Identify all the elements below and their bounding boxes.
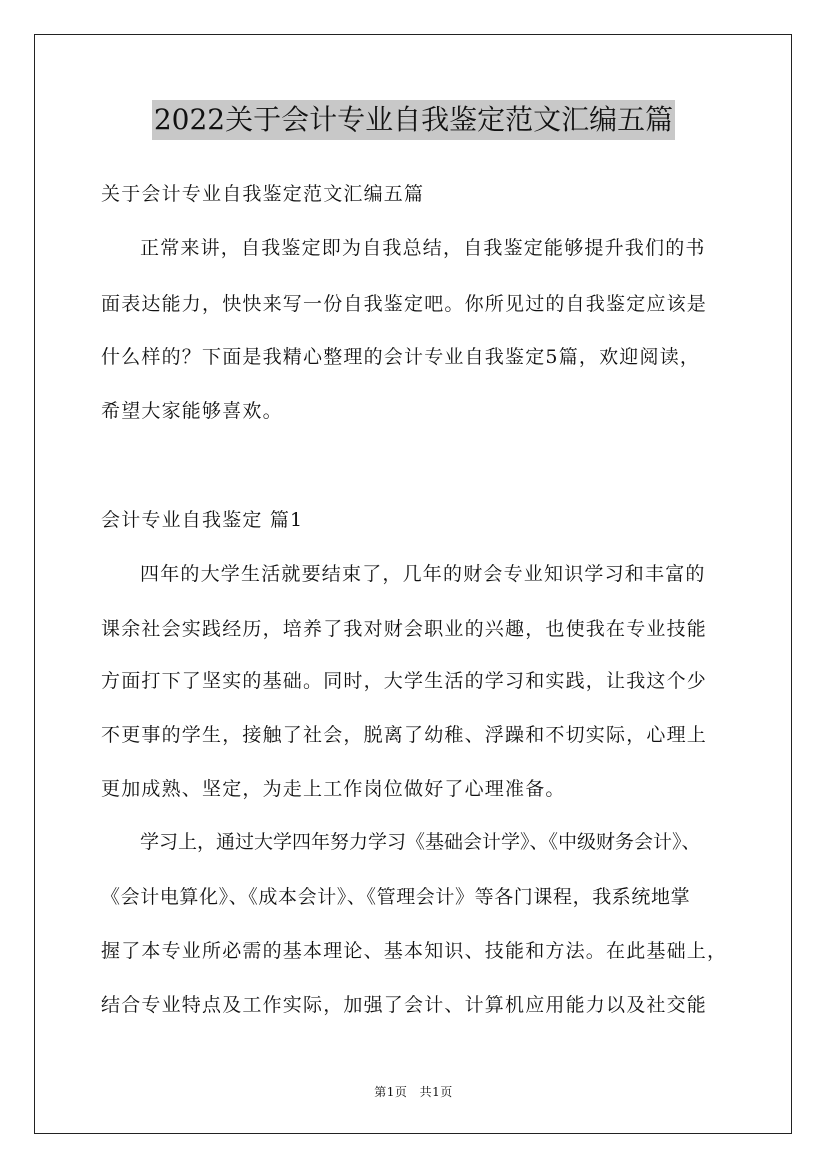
para1-line: 不更事的学生，接触了社会，脱离了幼稚、浮躁和不切实际，心理上 (101, 724, 708, 746)
para1-line: 课余社会实践经历，培养了我对财会职业的兴趣，也使我在专业技能 (101, 618, 708, 640)
page-number: 第1页 (374, 1085, 408, 1099)
para2-line: 握了本专业所必需的基本理论、基本知识、技能和方法。在此基础上， (101, 940, 728, 962)
title-container (0, 100, 827, 140)
para1-line: 方面打下了坚实的基础。同时，大学生活的学习和实践，让我这个少 (101, 670, 708, 692)
para1-line: 四年的大学生活就要结束了，几年的财会专业知识学习和丰富的 (140, 563, 706, 585)
intro-line: 面表达能力，快快来写一份自我鉴定吧。你所见过的自我鉴定应该是 (101, 293, 708, 315)
document-title: 2022关于会计专业自我鉴定范文汇编五篇 (152, 100, 675, 140)
para2-line: 学习上，通过大学四年努力学习《基础会计学》、《中级财务会计》、 (140, 831, 701, 853)
page-footer (0, 1083, 827, 1100)
para2-line: 《会计电算化》、《成本会计》、《管理会计》等各门课程，我系统地掌 (101, 886, 691, 908)
intro-line: 什么样的？下面是我精心整理的会计专业自我鉴定5篇，欢迎阅读， (101, 346, 701, 368)
intro-line: 希望大家能够喜欢。 (101, 400, 283, 422)
para1-line: 更加成熟、坚定，为走上工作岗位做好了心理准备。 (101, 778, 566, 800)
page-total: 共1页 (419, 1085, 453, 1099)
intro-line: 正常来讲，自我鉴定即为自我总结，自我鉴定能够提升我们的书 (140, 237, 706, 259)
document-subtitle: 关于会计专业自我鉴定范文汇编五篇 (101, 183, 425, 205)
para2-line: 结合专业特点及工作实际，加强了会计、计算机应用能力以及社交能 (101, 994, 708, 1016)
section-heading: 会计专业自我鉴定 篇1 (101, 509, 304, 531)
